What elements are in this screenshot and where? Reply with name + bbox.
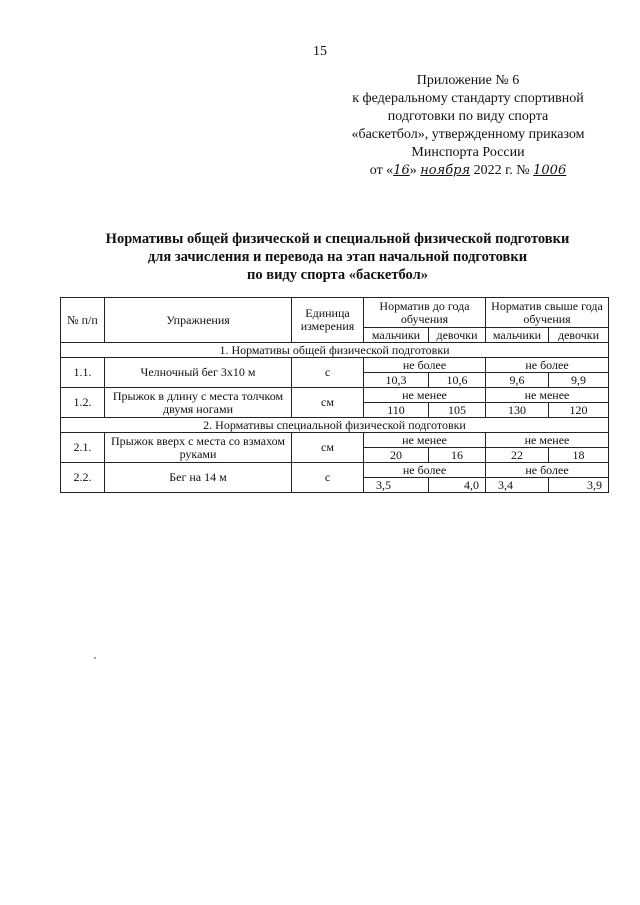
value-girls-before: 4,0 <box>429 478 486 493</box>
title-line-3: по виду спорта «баскетбол» <box>247 267 428 283</box>
appendix-line-3: подготовки по виду спорта <box>387 109 549 124</box>
value-boys-after: 9,6 <box>486 373 549 388</box>
header-num: № п/п <box>61 298 105 343</box>
exercise-name: Челночный бег 3х10 м <box>105 358 292 388</box>
order-month: ноября <box>420 163 471 178</box>
section-title: 2. Нормативы специальной физической подготовки <box>61 418 609 433</box>
value-boys-before: 10,3 <box>364 373 429 388</box>
unit-cell: см <box>292 388 364 418</box>
appendix-line-1: Приложение № 6 <box>416 73 520 88</box>
date-prefix: от « <box>369 163 394 178</box>
value-boys-after: 130 <box>486 403 549 418</box>
value-girls-before: 105 <box>429 403 486 418</box>
exercise-name: Прыжок в длину с места толчком двумя ногами <box>105 388 292 418</box>
appendix-line-5: Минспорта России <box>411 145 525 160</box>
value-girls-before: 10,6 <box>429 373 486 388</box>
value-boys-before: 3,5 <box>364 478 429 493</box>
order-number: 1006 <box>533 163 567 178</box>
value-girls-after: 9,9 <box>549 373 609 388</box>
condition-before: не более <box>364 358 486 373</box>
appendix-line-4: «баскетбол», утвержденному приказом <box>351 127 585 142</box>
document-title <box>60 230 615 284</box>
condition-before: не менее <box>364 388 486 403</box>
condition-before: не более <box>364 463 486 478</box>
order-day: 16 <box>393 163 410 178</box>
appendix-line-2: к федеральному стандарту спортивной <box>352 91 584 106</box>
value-boys-after: 3,4 <box>486 478 549 493</box>
scan-speck <box>94 657 96 659</box>
row-number: 2.2. <box>61 463 105 493</box>
value-girls-after: 18 <box>549 448 609 463</box>
exercise-name: Прыжок вверх с места со взмахом руками <box>105 433 292 463</box>
value-girls-after: 120 <box>549 403 609 418</box>
value-boys-before: 20 <box>364 448 429 463</box>
condition-before: не менее <box>364 433 486 448</box>
appendix-header <box>328 72 608 180</box>
condition-after: не менее <box>486 388 609 403</box>
title-line-2: для зачисления и перевода на этап начальной подготовки <box>147 249 528 265</box>
exercise-name: Бег на 14 м <box>105 463 292 493</box>
condition-after: не более <box>486 463 609 478</box>
row-number: 1.2. <box>61 388 105 418</box>
header-boys: мальчики <box>486 328 549 343</box>
order-year-number-label: 2022 г. № <box>473 163 530 178</box>
header-exercise: Упражнения <box>105 298 292 343</box>
condition-after: не менее <box>486 433 609 448</box>
value-girls-after: 3,9 <box>549 478 609 493</box>
value-boys-before: 110 <box>364 403 429 418</box>
norms-table <box>60 297 609 493</box>
header-boys: мальчики <box>364 328 429 343</box>
unit-cell: с <box>292 463 364 493</box>
header-norm-after: Норматив свыше года обучения <box>486 298 609 328</box>
value-girls-before: 16 <box>429 448 486 463</box>
section-title: 1. Нормативы общей физической подготовки <box>61 343 609 358</box>
value-boys-after: 22 <box>486 448 549 463</box>
header-girls: девочки <box>549 328 609 343</box>
condition-after: не более <box>486 358 609 373</box>
header-unit: Единица измерения <box>292 298 364 343</box>
page-number: 15 <box>313 44 327 59</box>
order-date-line <box>328 162 608 180</box>
unit-cell: см <box>292 433 364 463</box>
row-number: 1.1. <box>61 358 105 388</box>
header-girls: девочки <box>429 328 486 343</box>
date-mid: » <box>409 163 417 178</box>
unit-cell: с <box>292 358 364 388</box>
title-line-1: Нормативы общей физической и специальной физической подготовки <box>105 231 570 247</box>
header-norm-before: Норматив до года обучения <box>364 298 486 328</box>
row-number: 2.1. <box>61 433 105 463</box>
